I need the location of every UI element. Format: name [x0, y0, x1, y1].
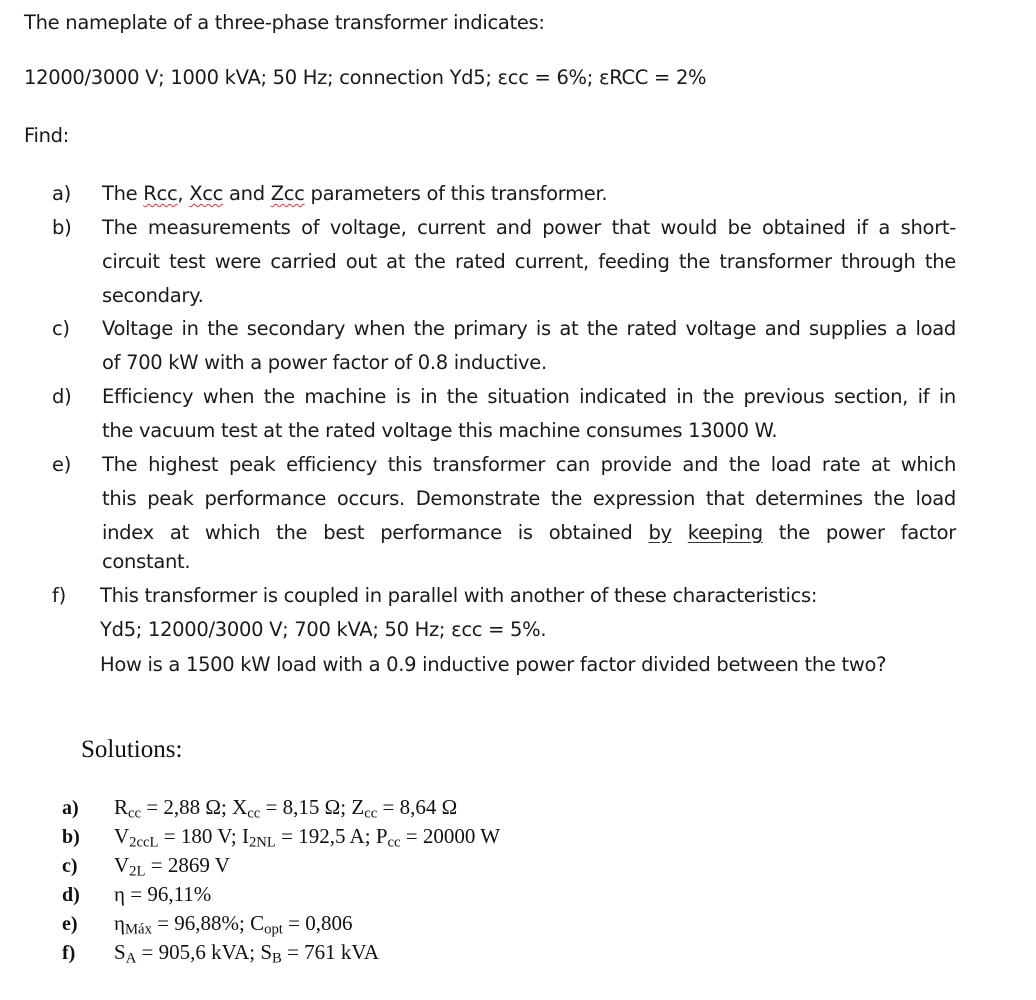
question-e-line-2: this peak performance occurs. Demonstrate the expression that determines the load	[102, 487, 956, 510]
underlined-keeping: keeping	[687, 521, 763, 544]
question-f-line-2: Yd5; 12000/3000 V; 700 kVA; 50 Hz; εcc = 5%.	[100, 618, 547, 641]
solution-c-label: c)	[62, 855, 78, 877]
solution-f-label: f)	[62, 942, 76, 964]
question-f-line-3: How is a 1500 kW load with a 0.9 inductive power factor divided between the two?	[100, 653, 887, 676]
solution-a-label: a)	[62, 797, 79, 819]
solution-e-label: e)	[62, 913, 78, 935]
xcc-term: Xcc	[189, 182, 224, 205]
underlined-by: by	[648, 521, 672, 544]
find-label: Find:	[24, 124, 70, 147]
question-e-label: e)	[52, 453, 72, 476]
question-b-line-1: The measurements of voltage, current and power that would be obtained if a short-	[102, 216, 956, 239]
question-d-line-1: Efficiency when the machine is in the situation indicated in the previous section, if in	[102, 385, 956, 408]
question-a-text: The Rcc, Xcc and Zcc parameters of this transformer.	[102, 182, 608, 205]
solution-d-label: d)	[62, 884, 80, 906]
question-d-label: d)	[52, 385, 72, 408]
solution-e-value: $\eta_{Máx} = 96,88\%$; $C_{opt} = 0,806$	[114, 911, 353, 938]
question-f-line-1: This transformer is coupled in parallel with another of these characteristics:	[100, 584, 818, 607]
solution-a-value: $R_{cc} = 2,88$ Ω; $X_{cc} = 8,15$ Ω; $Z_{cc} = 8,64$ Ω	[114, 795, 458, 822]
solution-d-value: η = 96,11%	[114, 882, 212, 906]
solution-c-value: $V_{2L} = 2869$ V	[114, 853, 230, 880]
solution-b-label: b)	[62, 826, 80, 848]
question-b-line-2: circuit test were carried out at the rated current, feeding the transformer through the	[102, 250, 956, 273]
solution-f-value: $S_A = 905,6$ kVA; $S_B = 761$ kVA	[114, 940, 380, 967]
rcc-term: Rcc	[143, 182, 178, 205]
zcc-term: Zcc	[270, 182, 305, 205]
question-b-line-3: secondary.	[102, 284, 204, 307]
question-a-label: a)	[52, 182, 71, 205]
question-c-line-2: of 700 kW with a power factor of 0.8 inductive.	[102, 351, 547, 374]
question-e-line-3: index at which the best performance is obtained by keeping the power factor	[102, 521, 956, 544]
solutions-title: Solutions:	[81, 736, 183, 763]
question-c-label: c)	[52, 317, 70, 340]
solution-b-value: $V_{2ccL} = 180$ V; $I_{2NL} = 192,5$ A; $P_{cc} = 20000$ W	[114, 824, 501, 851]
question-c-line-1: Voltage in the secondary when the primary is at the rated voltage and supplies a load	[102, 317, 956, 340]
nameplate-specs: 12000/3000 V; 1000 kVA; 50 Hz; connection Yd5; εcc = 6%; εRCC = 2%	[24, 66, 707, 89]
question-b-label: b)	[52, 216, 72, 239]
question-f-label: f)	[52, 584, 66, 607]
question-e-line-1: The highest peak efficiency this transformer can provide and the load rate at which	[102, 453, 956, 476]
intro-text: The nameplate of a three-phase transformer indicates:	[24, 11, 545, 34]
question-d-line-2: the vacuum test at the rated voltage this machine consumes 13000 W.	[102, 419, 778, 442]
question-e-line-4: constant.	[102, 550, 191, 573]
